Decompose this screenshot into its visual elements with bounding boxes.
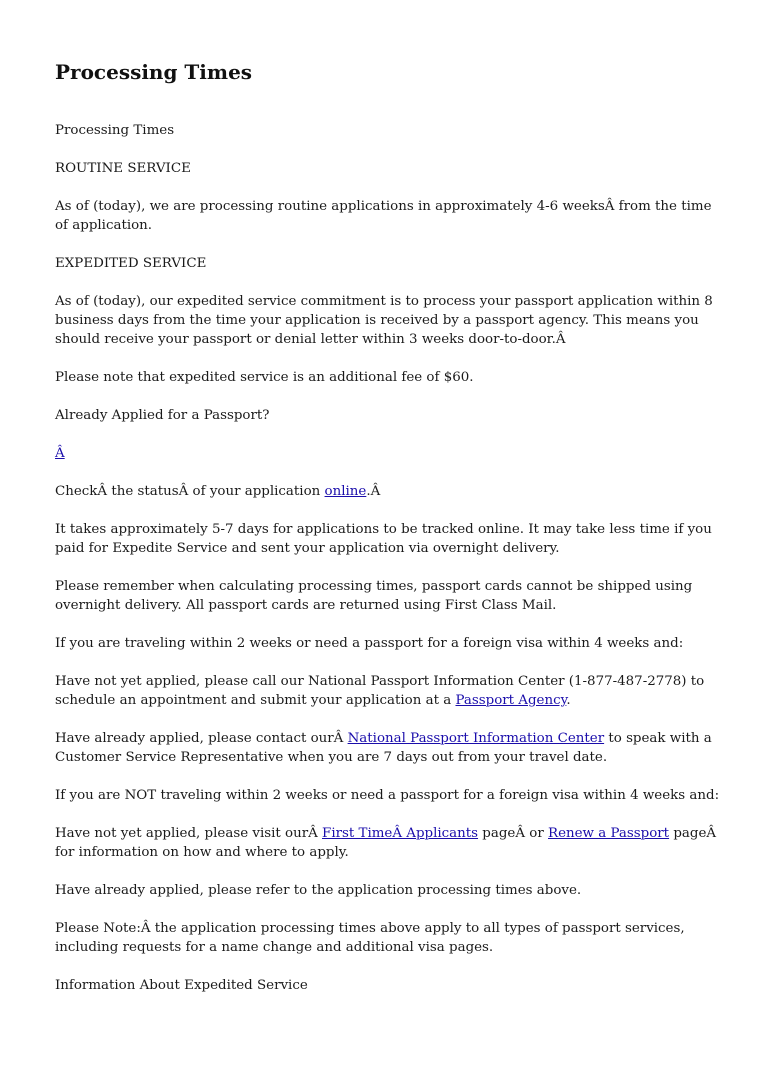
tracking-text: It takes approximately 5-7 days for applications to be tracked online. It may take less time if you paid for Expedite Service and sent your application via overnight delivery. bbox=[55, 522, 712, 556]
applied-refer-text: Have already applied, please refer to the application processing times above. bbox=[55, 883, 582, 898]
routine-heading: ROUTINE SERVICE bbox=[55, 161, 191, 176]
applied-contact-after: to speak with a Customer Service Representative when you are 7 days out from your travel date. bbox=[55, 731, 712, 765]
passport-agency-link[interactable]: Passport Agency bbox=[455, 693, 567, 708]
applied-contact-before: Have already applied, please contact ourÂ bbox=[55, 731, 348, 746]
routine-text: As of (today), we are processing routine applications in approximately 4-6 weeksÂ from the time of application. bbox=[55, 199, 712, 233]
not-applied-visit-after: pageÂ for information on how and where to apply. bbox=[55, 826, 717, 860]
page-title: Processing Times bbox=[55, 60, 253, 84]
expedited-text: As of (today), our expedited service commitment is to process your passport application within 8 business days from the time your application is received by a passport agency. This means you should receive your passport or denial letter within 3 weeks door-to-door.Â bbox=[55, 294, 713, 347]
subtitle-text: Processing Times bbox=[55, 123, 175, 138]
lone-link-paragraph bbox=[55, 444, 720, 463]
check-status-after: .Â bbox=[366, 484, 381, 499]
not-within-2-weeks-text: If you are NOT traveling within 2 weeks or need a passport for a foreign visa within 4 weeks and: bbox=[55, 788, 720, 803]
not-applied-call-after: . bbox=[566, 693, 571, 708]
not-applied-call-paragraph bbox=[55, 672, 720, 710]
expedited-heading: EXPEDITED SERVICE bbox=[55, 256, 207, 271]
cards-text: Please remember when calculating processing times, passport cards cannot be shipped using overnight delivery. All passport cards are returned using First Class Mail. bbox=[55, 579, 693, 613]
not-applied-visit-before: Have not yet applied, please visit ourÂ bbox=[55, 826, 323, 841]
document-page bbox=[55, 58, 720, 1014]
applied-contact-paragraph bbox=[55, 729, 720, 767]
fee-note: Please note that expedited service is an additional fee of $60. bbox=[55, 370, 474, 385]
check-status-paragraph bbox=[55, 482, 720, 501]
not-applied-visit-paragraph bbox=[55, 824, 720, 862]
not-applied-visit-middle: pageÂ or bbox=[478, 826, 548, 841]
renew-passport-link[interactable]: Renew a Passport bbox=[548, 826, 670, 841]
online-link[interactable]: online bbox=[324, 484, 367, 499]
please-note-text: Please Note:Â the application processing times above apply to all types of passport services, including requests for a name change and additional visa pages. bbox=[55, 921, 685, 955]
not-applied-call-before: Have not yet applied, please call our National Passport Information Center (1-877-487-2778) to schedule an appointment and submit your application at a bbox=[55, 674, 705, 708]
lone-link[interactable]: Â bbox=[55, 446, 65, 461]
npic-link[interactable]: National Passport Information Center bbox=[347, 731, 605, 746]
within-2-weeks-text: If you are traveling within 2 weeks or need a passport for a foreign visa within 4 weeks and: bbox=[55, 636, 684, 651]
first-time-applicants-link[interactable]: First TimeÂ Applicants bbox=[322, 826, 479, 841]
already-applied-heading: Already Applied for a Passport? bbox=[55, 408, 270, 423]
check-status-before: CheckÂ the statusÂ of your application bbox=[55, 484, 325, 499]
info-expedited-heading: Information About Expedited Service bbox=[55, 978, 308, 993]
